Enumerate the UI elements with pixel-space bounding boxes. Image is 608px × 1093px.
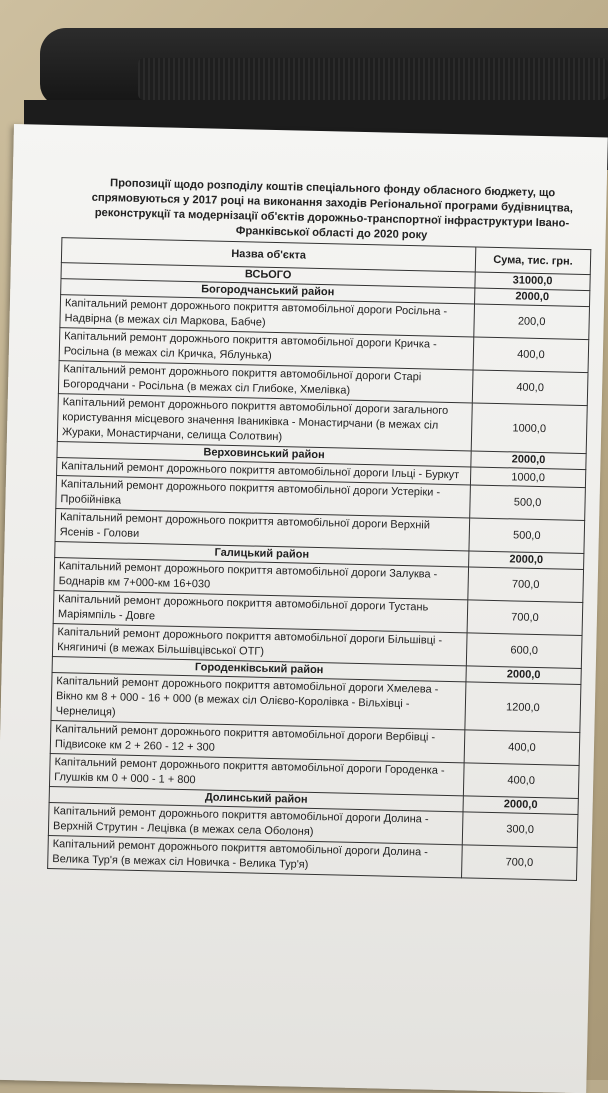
- object-name: Капітальний ремонт дорожнього покриття автомобільної дороги загального користування місцевого значення Іваниківка - Монастирчани (в межах сіл Жураки, Монастирчани, селища Солотвин): [57, 394, 472, 451]
- column-header-name: Назва об'єкта: [61, 238, 475, 272]
- object-name: Капітальний ремонт дорожнього покриття автомобільної дороги Тустань Маріямпіль - Довге: [53, 591, 468, 633]
- object-name: Капітальний ремонт дорожнього покриття автомобільної дороги Устеріки - Пробійнівка: [56, 476, 471, 518]
- object-sum: 700,0: [462, 845, 578, 881]
- object-name: Капітальний ремонт дорожнього покриття автомобільної дороги Долина - Верхній Струтин - Лецівка (в межах села Оболоня): [48, 802, 463, 844]
- object-name: Капітальний ремонт дорожнього покриття автомобільної дороги Хмелева - Вікно км 8 + 000 - 16 + 000 (в межах сіл Олієво-Королівка - Вільхівці - Чернелиця): [51, 673, 466, 730]
- district-sum: 2000,0: [469, 551, 584, 570]
- object-name: Капітальний ремонт дорожнього покриття автомобільної дороги Долина - Велика Тур'я (в межах сіл Новичка - Велика Тур'я): [48, 835, 463, 877]
- total-value: 31000,0: [475, 272, 590, 291]
- object-sum: 400,0: [473, 337, 589, 373]
- object-sum: 600,0: [466, 633, 582, 669]
- district-sum: 2000,0: [471, 451, 586, 470]
- object-sum: 1000,0: [470, 467, 585, 488]
- object-sum: 700,0: [468, 567, 584, 603]
- object-sum: 700,0: [467, 600, 583, 636]
- object-sum: 200,0: [474, 304, 590, 340]
- object-name: Капітальний ремонт дорожнього покриття автомобільної дороги Кричка - Росільна (в межах сіл Кричка, Яблунька): [59, 328, 474, 370]
- district-sum: 2000,0: [475, 288, 590, 307]
- object-name: Капітальний ремонт дорожнього покриття автомобільної дороги Верхній Ясенів - Голови: [55, 509, 470, 551]
- object-sum: 1200,0: [465, 682, 581, 733]
- object-sum: 500,0: [470, 485, 586, 521]
- object-sum: 500,0: [469, 518, 585, 554]
- object-name: Капітальний ремонт дорожнього покриття автомобільної дороги Городенка - Глушків км 0 + 000 - 1 + 800: [49, 753, 464, 795]
- object-sum: 300,0: [462, 812, 578, 848]
- object-sum: 400,0: [463, 763, 579, 799]
- budget-table: [47, 237, 591, 881]
- object-name: Капітальний ремонт дорожнього покриття автомобільної дороги Старі Богородчани - Росільна (в межах сіл Глибоке, Хмелівка): [58, 361, 473, 403]
- object-sum: 400,0: [464, 730, 580, 766]
- district-name: Галицький район: [55, 542, 469, 567]
- object-name: Капітальний ремонт дорожнього покриття автомобільної дороги Вербівці - Підвисоке км 2 + 260 - 12 + 300: [50, 720, 465, 762]
- object-sum: 400,0: [472, 370, 588, 406]
- laptop-hinge: [138, 58, 608, 100]
- district-sum: 2000,0: [466, 666, 581, 685]
- document-heading: Пропозиції щодо розподілу коштів спеціального фонду обласного бюджету, що спрямовуються у 2017 році на виконання заходів Регіональної програми будівництва, реконструкції та модернізації об'єктів дорожньо-транспортної інфраструктури Івано-Франківської області до 2020 року: [91, 177, 574, 242]
- paper-sheet: [0, 124, 608, 1093]
- district-name: Городенківський район: [52, 657, 466, 682]
- district-sum: 2000,0: [463, 796, 578, 815]
- column-header-sum: Сума, тис. грн.: [475, 247, 591, 275]
- district-name: Долинський район: [49, 786, 463, 811]
- table-body: [48, 263, 591, 881]
- object-name: Капітальний ремонт дорожнього покриття автомобільної дороги Більшівці - Княгиничі (в межах Більшівцівської ОТГ): [52, 624, 467, 666]
- district-name: Богородчанський район: [61, 279, 475, 304]
- object-name: Капітальний ремонт дорожнього покриття автомобільної дороги Ільці - Буркут: [57, 458, 471, 485]
- object-name: Капітальний ремонт дорожнього покриття автомобільної дороги Залуква - Боднарів км 7+000-км 16+030: [54, 558, 469, 600]
- object-name: Капітальний ремонт дорожнього покриття автомобільної дороги Росільна - Надвірна (в межах сіл Маркова, Бабче): [60, 295, 475, 337]
- district-name: Верховинський район: [57, 442, 471, 467]
- object-sum: 1000,0: [471, 403, 587, 454]
- total-label: ВСЬОГО: [61, 263, 475, 288]
